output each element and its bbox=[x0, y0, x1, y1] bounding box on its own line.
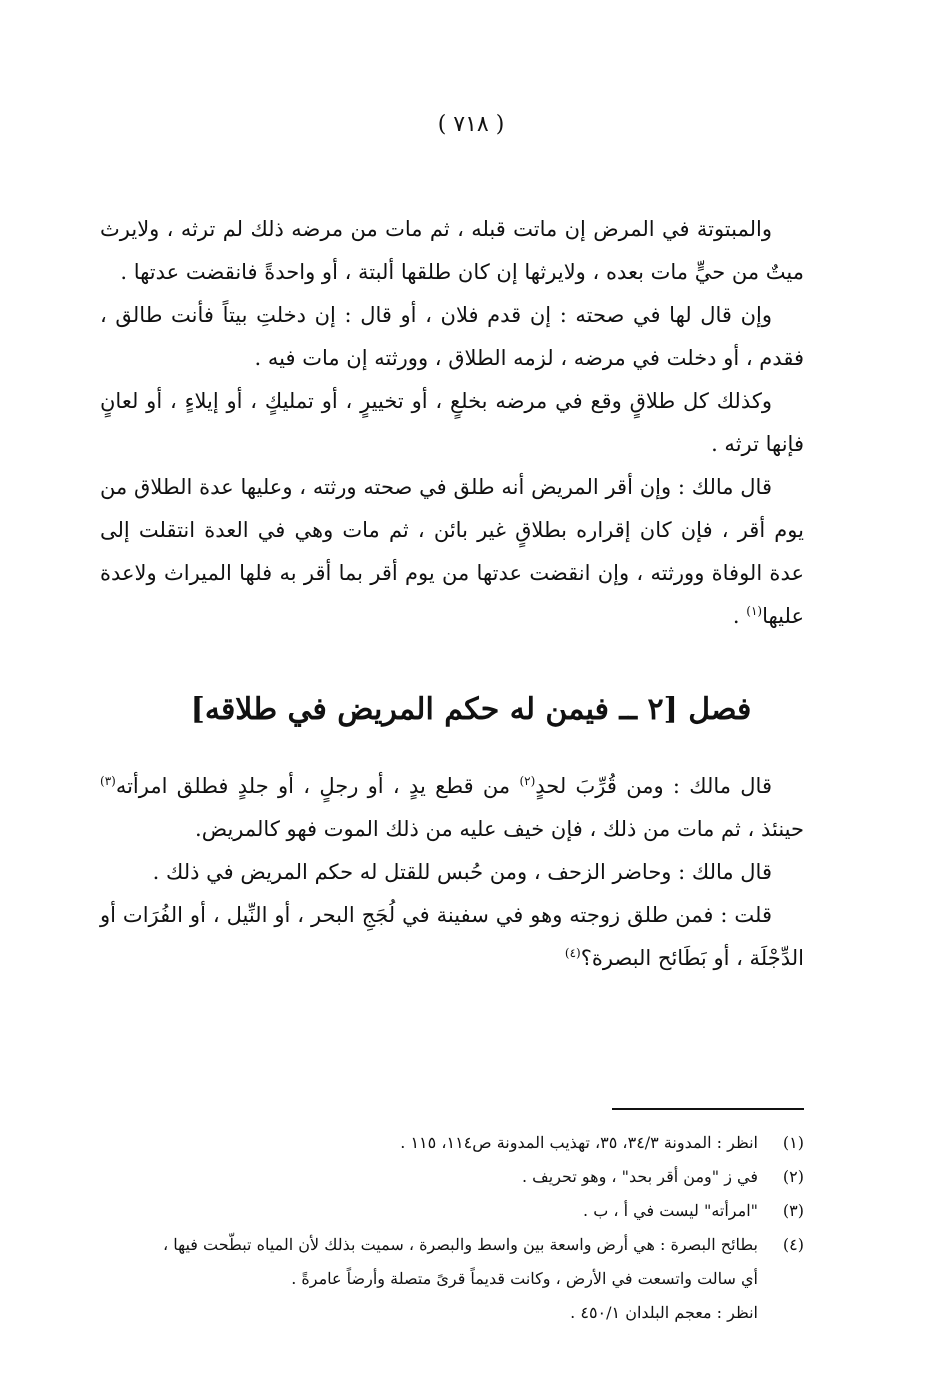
paragraph: وإن قال لها في صحته : إن قدم فلان ، أو قال : إن دخلتِ بيتاً فأنت طالق ، فقدم ، أو دخلت في مرضه ، لزمه الطلاق ، وورثته إن مات فيه . bbox=[100, 303, 804, 370]
paragraph-text: من قطع يدٍ ، أو رجلٍ ، أو جلدٍ فطلق امرأته bbox=[115, 774, 520, 798]
footnote-number: (٣) bbox=[782, 1201, 804, 1220]
body-text-section-2 bbox=[100, 765, 804, 980]
footnote-marker: (٣) bbox=[100, 774, 116, 788]
footnote-text: في ز "ومن أقر بحد" ، وهو تحريف . bbox=[522, 1167, 758, 1186]
footnote-number: (١) bbox=[782, 1133, 804, 1152]
footnote bbox=[100, 1228, 804, 1330]
footnote-marker: (١) bbox=[746, 604, 763, 618]
footnote-line: أي سالت واتسعت في الأرض ، وكانت قديماً قرىً متصلة وأرضاً عامرةً . bbox=[291, 1269, 758, 1288]
paragraph-text: قال مالك : ومن قُرِّبَ لحدٍ bbox=[535, 774, 772, 798]
footnote-text: "امرأته" ليست في أ ، ب . bbox=[583, 1201, 758, 1220]
paragraph bbox=[100, 466, 804, 638]
footnote bbox=[100, 1194, 804, 1228]
footnote-line: بطائح البصرة : هي أرض واسعة بين واسط والبصرة ، سميت بذلك لأن المياه تبطّحت فيها ، bbox=[162, 1235, 758, 1254]
paragraph-tail: . bbox=[732, 604, 747, 628]
footnote-number: (٤) bbox=[782, 1235, 804, 1254]
section-heading: فصل [٢ ــ فيمن له حكم المريض في طلاقه] bbox=[190, 692, 752, 727]
footnote-divider bbox=[612, 1108, 804, 1110]
paragraph: قال مالك : وحاضر الزحف ، ومن حُبس للقتل له حكم المريض في ذلك . bbox=[152, 860, 772, 884]
paragraph-text: قلت : فمن طلق زوجته وهو في سفينة في لُجَجِ البحر ، أو النِّيل ، أو الفُرَات أو الدِّجْلَة ، أو بَطَائح البصرة؟ bbox=[100, 903, 804, 970]
footnotes bbox=[100, 1126, 804, 1330]
page-number: ( ٧١٨ ) bbox=[437, 112, 505, 137]
paragraph-text: قال مالك : وإن أقر المريض أنه طلق في صحته ورثته ، وعليها عدة الطلاق من يوم أقر ، فإن كان إقراره بطلاقٍ غير بائن ، ثم مات وهي في العدة انتقلت إلى عدة الوفاة وورثته ، وإن انقضت عدتها من يوم أقر بما أقر به فلها الميراث ولاعدة عليها bbox=[100, 475, 804, 628]
footnote-marker: (٤) bbox=[564, 946, 581, 960]
paragraph-text: حينئذ ، ثم مات من ذلك ، فإن خيف عليه من ذلك الموت فهو كالمريض. bbox=[195, 817, 804, 841]
paragraph bbox=[100, 765, 804, 851]
footnote-text: انظر : المدونة ٣٤/٣، ٣٥، تهذيب المدونة ص١١٤، ١١٥ . bbox=[400, 1133, 758, 1152]
footnote bbox=[100, 1126, 804, 1160]
paragraph: والمبتوتة في المرض إن ماتت قبله ، ثم مات من مرضه ذلك لم ترثه ، ولايرث ميتٌ من حيٍّ مات بعده ، ولايرثها إن كان طلقها ألبتة ، أو واحدةً فانقضت عدتها . bbox=[100, 217, 804, 284]
footnote-text bbox=[100, 1228, 758, 1330]
footnote bbox=[100, 1160, 804, 1194]
footnote-marker: (٢) bbox=[519, 774, 536, 788]
paragraph: وكذلك كل طلاقٍ وقع في مرضه بخلعٍ ، أو تخييرٍ ، أو تمليكٍ ، أو إيلاءٍ ، أو لعانٍ فإنها ترثه . bbox=[100, 389, 804, 456]
paragraph bbox=[100, 894, 804, 980]
footnote-number: (٢) bbox=[782, 1167, 804, 1186]
footnote-line: انظر : معجم البلدان ٤٥٠/١ . bbox=[570, 1303, 758, 1322]
body-text-section-1 bbox=[100, 208, 804, 638]
